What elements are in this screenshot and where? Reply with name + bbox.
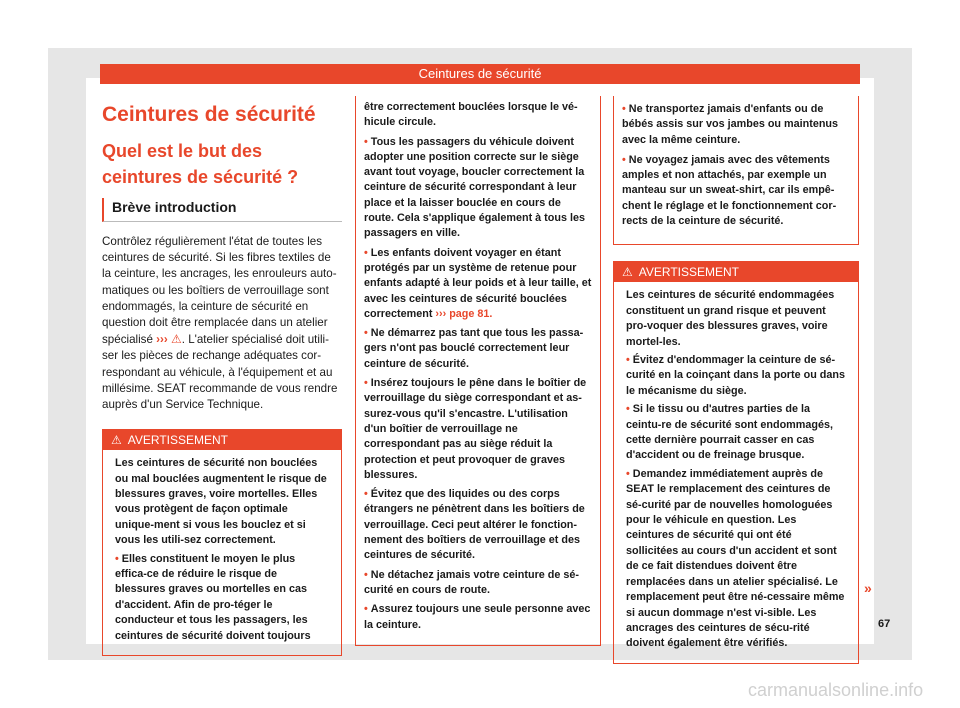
intro-text-b: . L'atelier spécialisé doit utili-ser les pièces de rechange adéquates cor-respondant au véhicule, à l'équipement et au millésime. SEAT recommande de vous rendre auprès d'un Service Technique. (102, 333, 338, 412)
warning-box-2 (613, 261, 859, 663)
warning-box-1-continued (355, 96, 601, 646)
bullet-icon: • (364, 603, 368, 616)
warning-paragraph: Les ceintures de sécurité endommagées constituent un grand risque et peuvent pro-voquer des blessures graves, voire mortel-les. (626, 289, 835, 348)
warning-bullet-text: Évitez d'endommager la ceinture de sé-curité en la coinçant dans la porte ou dans le mécanisme du siège. (626, 354, 845, 397)
warning-bullet (364, 246, 592, 322)
warning-bullet (364, 487, 592, 563)
page-number: 67 (878, 618, 891, 630)
column-1 (102, 98, 342, 656)
bullet-icon: • (622, 103, 626, 115)
page-title: Ceintures de sécurité (102, 103, 316, 126)
warning-icon: ⚠ (170, 332, 182, 347)
warning-bullet-text: Ne voyagez jamais avec des vêtements amples et non attachés, par exemple un manteau sur un sweat-shirt, car ils empê-chent le réglage et le fonctionnement cor-rects de la ceinture de sécurité. (622, 153, 837, 228)
column-3 (613, 96, 859, 664)
warning-icon: ⚠ (111, 433, 122, 448)
warning-bullet-text: Insérez toujours le pêne dans le boîtier de verrouillage du siège correspondant et as-surez-vous qu'il s'encastre. L'utilisation d'un boîtier de verrouillage ne correspondant pas au siège réduit la protection et peut provoquer de graves blessures. (364, 377, 587, 481)
bullet-icon: • (626, 403, 630, 416)
bullet-icon: • (622, 153, 626, 166)
warning-title: AVERTISSEMENT (127, 433, 229, 448)
warning-bullet (364, 135, 592, 242)
warning-bullet (364, 376, 592, 483)
warning-bullet (622, 153, 850, 229)
bullet-icon: • (364, 377, 368, 390)
cross-ref-arrows[interactable]: ››› (156, 333, 168, 347)
warning-bullet-text: Évitez que des liquides ou des corps étrangers ne pénètrent dans les boîtiers de verrouillage. Ceci peut altérer le fonction-nement des boîtiers de verrouillage et des ceintures de sécurité. (364, 488, 585, 562)
warning-bullet (364, 602, 592, 633)
page-link[interactable]: ››› page 81. (435, 307, 493, 320)
warning-header (103, 430, 341, 450)
bullet-icon: • (364, 246, 368, 259)
warning-bullet-text: Ne transportez jamais d'enfants ou de bébés assis sur vos jambes ou maintenus avec la même ceinture. (622, 103, 839, 146)
warning-bullet-text: Assurez toujours une seule personne avec la ceinture. (364, 603, 591, 631)
column-2 (355, 96, 601, 646)
warning-bullet (626, 402, 846, 464)
warning-body (103, 450, 341, 655)
subsection-title: Brève introduction (102, 198, 342, 222)
warning-body (614, 282, 858, 662)
bullet-icon: • (364, 488, 368, 501)
warning-bullet-text: Demandez immédiatement auprès de SEAT le remplacement des ceintures de sé-curité par de nouvelles homologuées pour le véhicule en question. Les ceintures de sécurité qui ont été sollicitées au cours d'un accident et sont de ce fait distendues doivent être remplacées dans un atelier spécialisé. Le remplacement peut être né-cessaire même si aucun dommage n'est vi-sible. Les ancrages des ceintures de sécu-rité doivent également être vérifiés. (626, 467, 845, 650)
warning-bullet (622, 102, 850, 148)
warning-bullet (364, 326, 592, 372)
warning-paragraph: Les ceintures de sécurité non bouclées ou mal bouclées augmentent le risque de blessures graves, voire mortelles. Elles vous protègent de façon optimale unique-ment si vous les bouclez et si vous les utili-sez correctement. (115, 457, 327, 547)
continued-text: être correctement bouclées lorsque le vé-hicule circule. (364, 101, 578, 129)
warning-bullet-text: Elles constituent le moyen le plus effica-ce de réduire le risque de blessures graves ou mortelles en cas d'accident. Afin de pro-téger le conducteur et tous les passagers, les ceintures de sécurité doivent toujours (115, 552, 311, 642)
warning-bullet (626, 467, 846, 652)
bullet-icon: • (115, 552, 119, 565)
continue-marker: » (864, 580, 872, 596)
warning-icon: ⚠ (622, 265, 633, 280)
warning-bullet (115, 552, 329, 644)
warning-bullet-text: Ne détachez jamais votre ceinture de sé-curité en cours de route. (364, 568, 580, 596)
warning-bullet (364, 568, 592, 599)
warning-box-1-end (613, 96, 859, 245)
warning-bullet-text: Si le tissu ou d'autres parties de la ceintu-re de sécurité sont endommagés, cette dernière pourrait casser en cas d'accident ou de freinage brusque. (626, 403, 833, 462)
warning-bullet (626, 353, 846, 399)
warning-header (614, 262, 858, 282)
section-title: Quel est le but des ceintures de sécurité ? (102, 141, 299, 187)
bullet-icon: • (364, 568, 368, 581)
warning-title: AVERTISSEMENT (638, 265, 740, 280)
warning-bullet-text: Ne démarrez pas tant que tous les passa-gers n'ont pas bouclé correctement leur ceinture de sécurité. (364, 327, 584, 370)
intro-paragraph (102, 234, 342, 413)
bullet-icon: • (364, 327, 368, 340)
watermark: carmanualsonline.info (748, 680, 924, 700)
warning-box-1 (102, 429, 342, 656)
section-header: Ceintures de sécurité (100, 64, 860, 84)
intro-text-a: Contrôlez régulièrement l'état de toutes les ceintures de sécurité. Si les fibres textiles de la ceinture, les ancrages, les enrouleurs auto-matiques ou les boîtiers de verrouillage sont endommagés, la ceinture de sécurité en question doit être remplacée dans un atelier spécialisé (102, 235, 337, 347)
bullet-icon: • (626, 354, 630, 366)
bullet-icon: • (626, 467, 630, 480)
bullet-icon: • (364, 135, 368, 148)
warning-bullet-text: Les enfants doivent voyager en étant protégés par un système de retenue pour enfants adapté à leur poids et à leur taille, et avec les ceintures de sécurité bouclées correctement (364, 246, 592, 320)
warning-bullet-text: Tous les passagers du véhicule doivent adopter une position correcte sur le siège avant tout voyage, boucler correctement la ceinture de sécurité correspondant à leur place et la laisser bouclée en cours de route. Cela s'applique également à tous les passagers en ville. (364, 135, 585, 240)
